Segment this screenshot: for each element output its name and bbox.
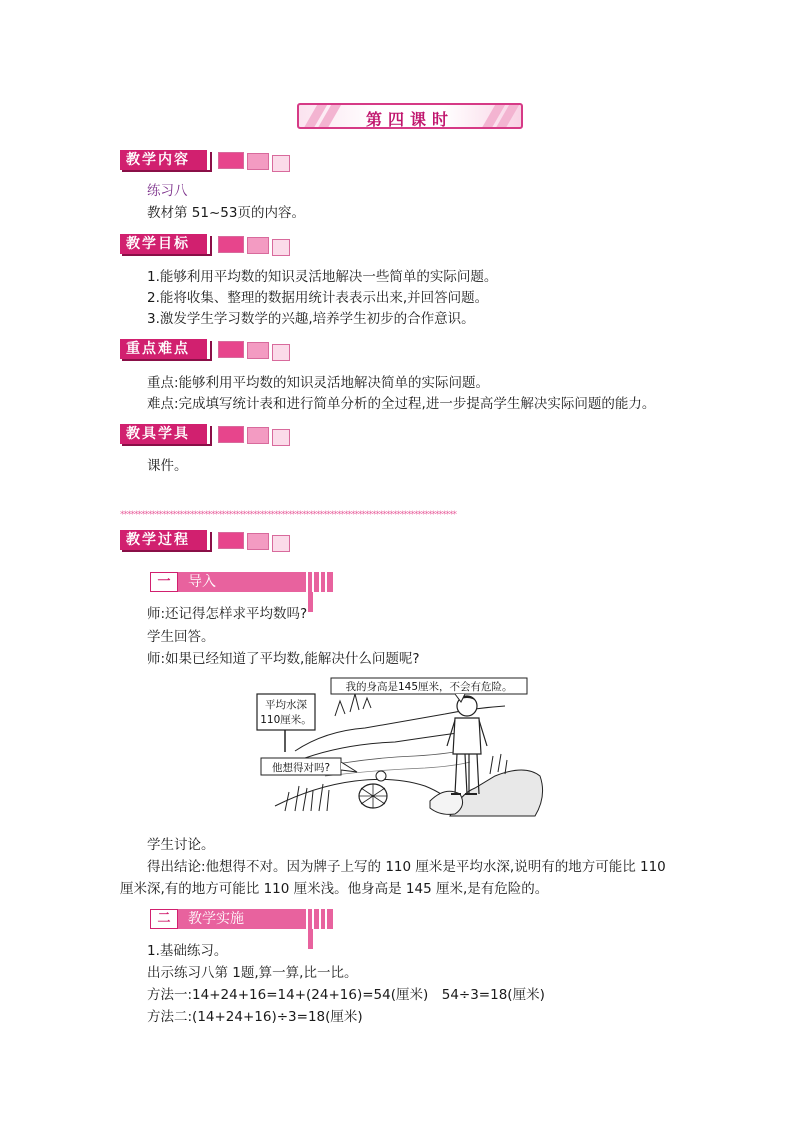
header-decor-square xyxy=(247,533,269,550)
river-illustration xyxy=(255,676,550,818)
section-header-key-points: 重点难点 xyxy=(120,339,210,359)
header-decor-square xyxy=(272,535,290,552)
section-header-process: 教学过程 xyxy=(120,530,210,550)
goal-line: 3.激发学生学习数学的兴趣,培养学生初步的合作意识。 xyxy=(147,311,475,327)
header-decor-square xyxy=(247,342,269,359)
step-header-implementation xyxy=(150,909,336,929)
header-decor-square xyxy=(247,427,269,444)
step-label: 教学实施 xyxy=(178,909,306,929)
intro-line: 师:如果已经知道了平均数,能解决什么问题呢? xyxy=(147,651,420,667)
lesson-title-banner xyxy=(297,103,523,129)
header-decor-square xyxy=(218,426,244,443)
goal-line: 2.能将收集、整理的数据用统计表表示出来,并回答问题。 xyxy=(147,290,489,306)
key-point-line: 重点:能够利用平均数的知识灵活地解决简单的实际问题。 xyxy=(147,375,490,391)
discussion-line: 得出结论:他想得不对。因为牌子上写的 110 厘米是平均水深,说明有的地方可能比 110 xyxy=(147,859,666,875)
practice-line: 1.基础练习。 xyxy=(147,943,228,959)
intro-line: 学生回答。 xyxy=(147,629,215,645)
header-decor-square xyxy=(247,153,269,170)
section-header-content: 教学内容 xyxy=(120,150,210,170)
step-decor-bars xyxy=(308,909,336,929)
step-label: 导入 xyxy=(178,572,306,592)
discussion-line: 厘米深,有的地方可能比 110 厘米浅。他身高是 145 厘米,是有危险的。 xyxy=(120,881,549,897)
question-bubble: 他想得对吗? xyxy=(271,762,331,774)
header-decor-square xyxy=(218,152,244,169)
header-decor-square xyxy=(218,532,244,549)
header-decor-square xyxy=(247,237,269,254)
header-decor-square xyxy=(218,341,244,358)
header-decor-square xyxy=(218,236,244,253)
tools-line: 课件。 xyxy=(147,458,188,474)
goal-line: 1.能够利用平均数的知识灵活地解决一些简单的实际问题。 xyxy=(147,269,498,285)
header-decor-square xyxy=(272,239,290,256)
section-header-tools: 教具学具 xyxy=(120,424,210,444)
sign-line-2: 110厘米。 xyxy=(260,714,312,726)
step-decor-bars xyxy=(308,572,336,592)
intro-line: 师:还记得怎样求平均数吗? xyxy=(147,606,308,622)
section-divider: ************************************************************************************************ xyxy=(120,510,456,520)
speech-bubble: 我的身高是145厘米，不会有危险。 xyxy=(345,681,513,693)
sign-line-1: 平均水深 xyxy=(265,699,307,711)
header-decor-square xyxy=(272,429,290,446)
discussion-line: 学生讨论。 xyxy=(147,837,215,853)
step-header-intro xyxy=(150,572,336,592)
header-decor-square xyxy=(272,155,290,172)
section-header-goals: 教学目标 xyxy=(120,234,210,254)
step-number: 二 xyxy=(150,909,178,929)
practice-line: 方法二:(14+24+16)÷3=18(厘米) xyxy=(147,1009,363,1025)
content-line: 练习八 xyxy=(147,183,188,199)
step-number: 一 xyxy=(150,572,178,592)
practice-line: 方法一:14+24+16=14+(24+16)=54(厘米) 54÷3=18(厘米) xyxy=(147,987,545,1003)
key-point-line: 难点:完成填写统计表和进行简单分析的全过程,进一步提高学生解决实际问题的能力。 xyxy=(147,396,656,412)
practice-line: 出示练习八第 1题,算一算,比一比。 xyxy=(147,965,358,981)
content-line: 教材第 51~53页的内容。 xyxy=(147,205,305,221)
lesson-title: 第四课时 xyxy=(365,110,454,129)
header-decor-square xyxy=(272,344,290,361)
